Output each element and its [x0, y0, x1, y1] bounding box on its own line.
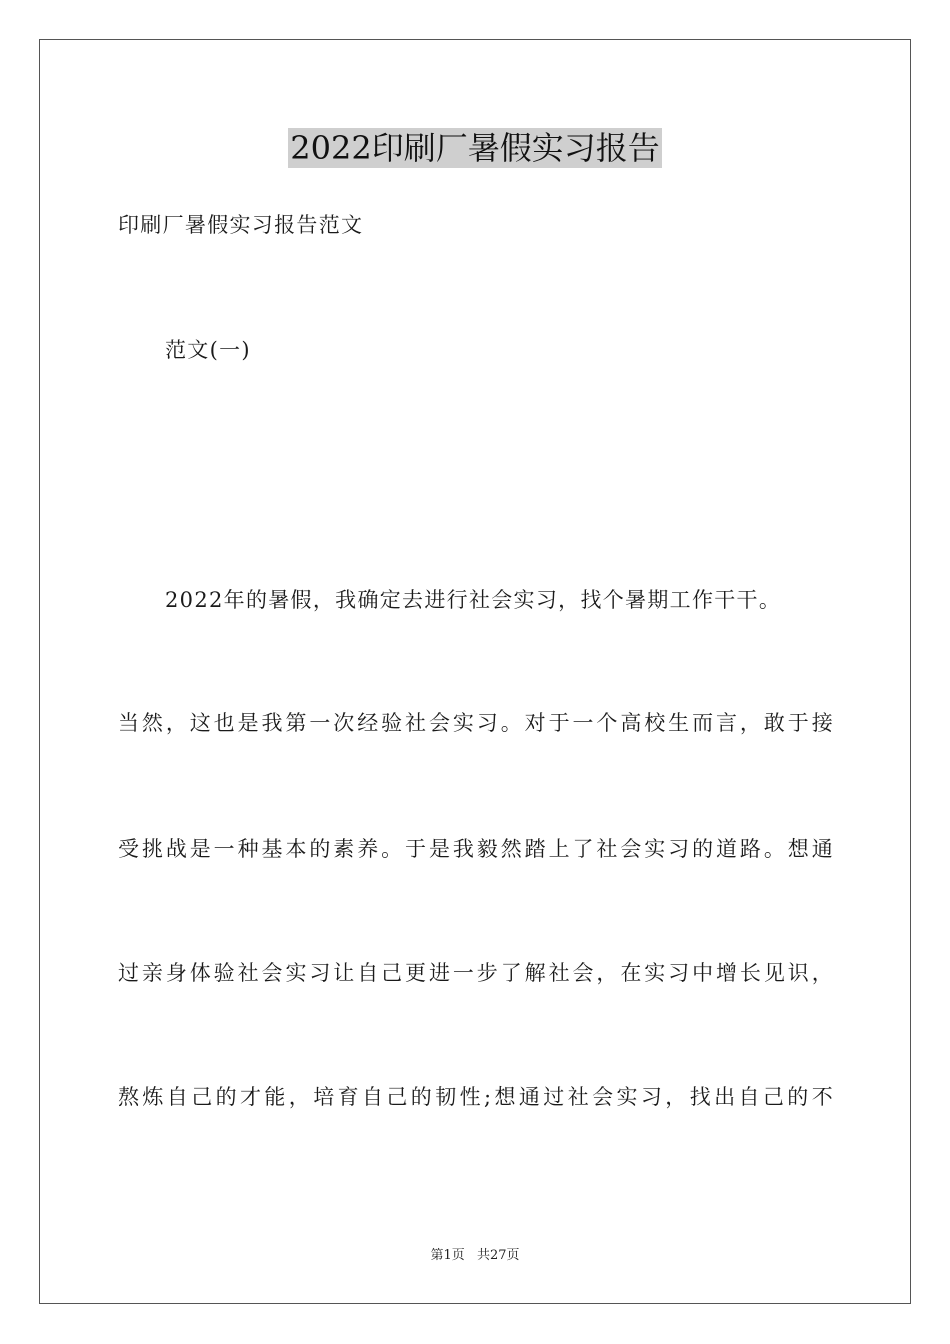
- body-line-5: 熬炼自己的才能，培育自己的韧性;想通过社会实习，找出自己的不: [118, 1085, 834, 1109]
- body-line-2: 当然，这也是我第一次经验社会实习。对于一个高校生而言，敢于接: [118, 711, 834, 735]
- section-heading: 范文(一): [165, 338, 251, 362]
- document-title-wrap: [0, 128, 950, 168]
- body-line-4: 过亲身体验社会实习让自己更进一步了解社会，在实习中增长见识，: [118, 961, 834, 985]
- document-title: 2022印刷厂暑假实习报告: [290, 129, 660, 167]
- page-number: 第1页: [430, 1248, 465, 1263]
- body-line-1: 2022年的暑假，我确定去进行社会实习，找个暑期工作干干。: [165, 588, 782, 612]
- page-total: 共27页: [476, 1248, 520, 1263]
- document-subtitle: 印刷厂暑假实习报告范文: [118, 213, 364, 237]
- body-line-3: 受挑战是一种基本的素养。于是我毅然踏上了社会实习的道路。想通: [118, 837, 834, 861]
- page-footer: [0, 1247, 950, 1265]
